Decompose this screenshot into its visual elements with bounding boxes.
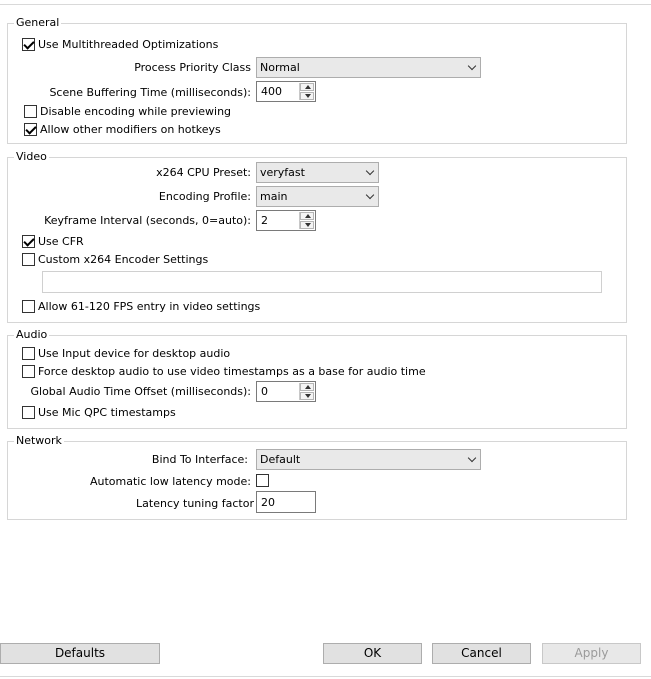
spin-down-icon[interactable] (300, 392, 314, 400)
ok-button[interactable]: OK (323, 643, 422, 664)
priority-value: Normal (260, 61, 300, 74)
custom-x264-input[interactable] (42, 271, 602, 293)
priority-select[interactable] (256, 57, 481, 78)
preset-label: x264 CPU Preset: (156, 166, 251, 179)
chevron-down-icon (468, 62, 476, 70)
offset-spinbox[interactable] (256, 381, 316, 402)
latency-factor-input[interactable] (256, 491, 316, 513)
preset-value: veryfast (260, 166, 305, 179)
preset-select[interactable] (256, 162, 379, 183)
buffering-spinbox[interactable] (256, 81, 316, 102)
allow-fps-label: Allow 61-120 FPS entry in video settings (38, 300, 261, 313)
keyframe-spinbox[interactable] (256, 210, 316, 231)
buffering-spin-buttons (299, 83, 314, 100)
profile-select[interactable] (256, 186, 379, 207)
chevron-down-icon (366, 191, 374, 199)
spin-up-icon[interactable] (300, 83, 314, 91)
spin-down-icon[interactable] (300, 92, 314, 100)
chevron-down-icon (468, 454, 476, 462)
latency-factor-label: Latency tuning factor (136, 497, 254, 510)
bind-value: Default (260, 453, 301, 466)
mic-qpc-checkbox[interactable] (22, 406, 35, 419)
low-latency-checkbox[interactable] (256, 474, 269, 487)
low-latency-label: Automatic low latency mode: (90, 475, 251, 488)
multithreaded-label: Use Multithreaded Optimizations (38, 38, 219, 51)
audio-legend: Audio (16, 328, 48, 341)
offset-spin-buttons (299, 383, 314, 400)
keyframe-value: 2 (261, 214, 268, 227)
custom-x264-label: Custom x264 Encoder Settings (38, 253, 209, 266)
defaults-button[interactable]: Defaults (0, 643, 160, 664)
latency-factor-value: 20 (261, 496, 275, 509)
spin-down-icon[interactable] (300, 221, 314, 229)
buffering-label: Scene Buffering Time (milliseconds): (49, 86, 251, 99)
custom-x264-checkbox[interactable] (22, 253, 35, 266)
profile-value: main (260, 190, 288, 203)
top-divider (0, 4, 651, 5)
profile-label: Encoding Profile: (158, 190, 251, 203)
disable-encoding-checkbox[interactable] (24, 105, 37, 118)
input-device-label: Use Input device for desktop audio (38, 347, 231, 360)
video-legend: Video (16, 150, 47, 163)
bind-select[interactable] (256, 449, 481, 470)
spin-up-icon[interactable] (300, 383, 314, 391)
spin-up-icon[interactable] (300, 212, 314, 220)
allow-modifiers-checkbox[interactable] (24, 123, 37, 136)
priority-label: Process Priority Class (134, 61, 251, 74)
apply-button[interactable]: Apply (542, 643, 641, 664)
general-legend: General (16, 16, 60, 29)
disable-encoding-label: Disable encoding while previewing (40, 105, 232, 118)
use-cfr-checkbox[interactable] (22, 235, 35, 248)
mic-qpc-label: Use Mic QPC timestamps (38, 406, 176, 419)
buffering-value: 400 (261, 85, 282, 98)
network-legend: Network (16, 434, 62, 447)
cancel-button[interactable]: Cancel (432, 643, 531, 664)
force-timestamps-label: Force desktop audio to use video timestamps as a base for audio time (38, 365, 426, 378)
multithreaded-checkbox[interactable] (22, 38, 35, 51)
bind-label: Bind To Interface: (151, 453, 248, 466)
allow-fps-checkbox[interactable] (22, 300, 35, 313)
allow-modifiers-label: Allow other modifiers on hotkeys (40, 123, 221, 136)
use-cfr-label: Use CFR (38, 235, 84, 248)
offset-label: Global Audio Time Offset (milliseconds): (30, 385, 251, 398)
bottom-divider (0, 676, 651, 677)
offset-value: 0 (261, 385, 268, 398)
keyframe-spin-buttons (299, 212, 314, 229)
chevron-down-icon (366, 167, 374, 175)
keyframe-label: Keyframe Interval (seconds, 0=auto): (44, 214, 251, 227)
force-timestamps-checkbox[interactable] (22, 365, 35, 378)
input-device-checkbox[interactable] (22, 347, 35, 360)
